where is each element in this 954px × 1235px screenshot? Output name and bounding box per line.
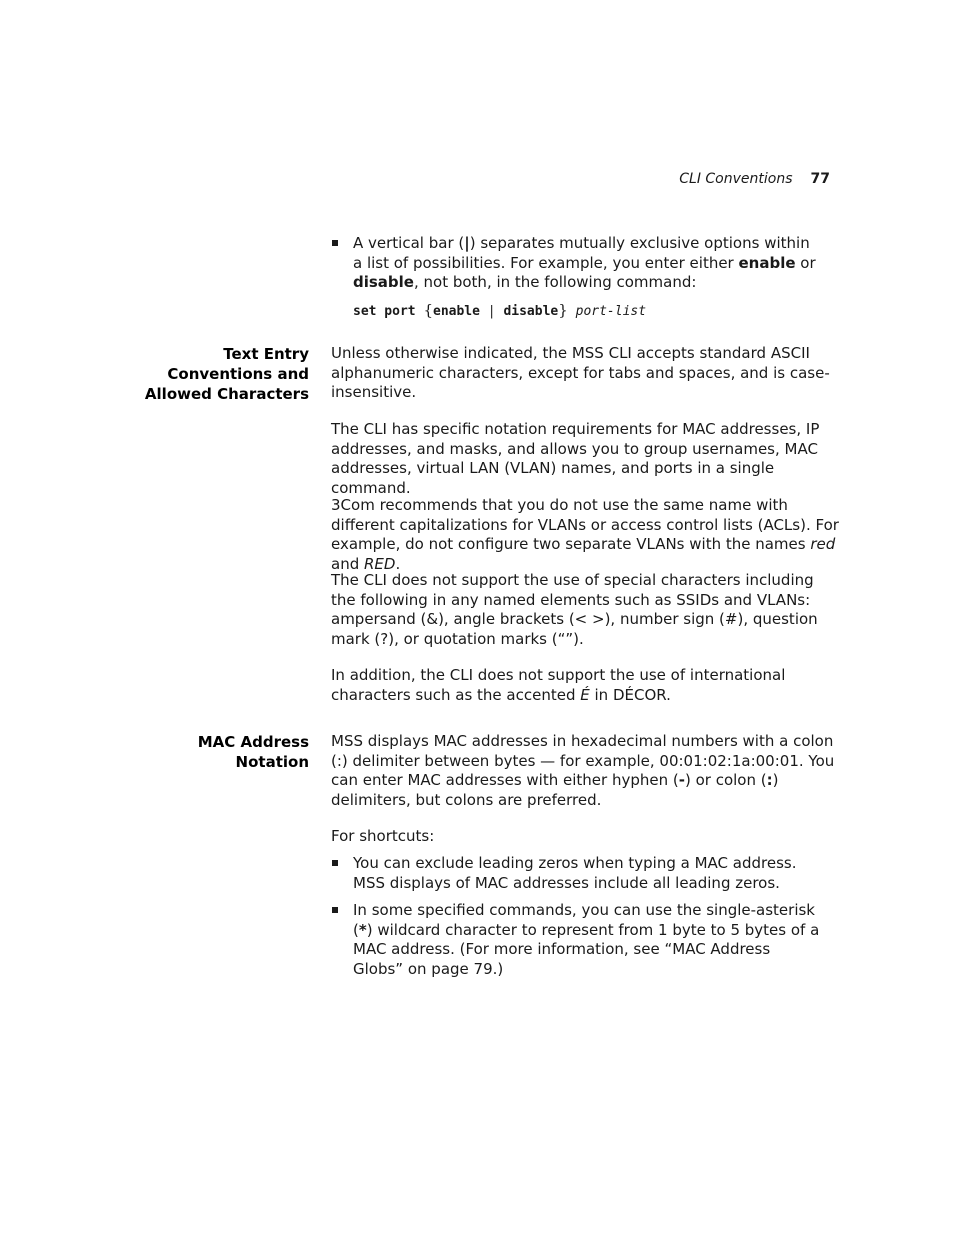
page-number: 77 bbox=[810, 171, 830, 187]
text-fragment: . bbox=[395, 555, 401, 574]
emphasis: RED bbox=[364, 555, 396, 574]
text-fragment: In some specified commands, you can use the single-asterisk ( bbox=[353, 901, 815, 939]
bar-glyph: | bbox=[464, 234, 470, 252]
text-fragment: ) separates mutually exclusive options within a list of possibilities. For example, you enter either bbox=[353, 234, 810, 272]
text-fragment: in DÉCOR. bbox=[589, 685, 671, 704]
keyword-disable: disable bbox=[353, 273, 414, 292]
command-example bbox=[353, 301, 646, 319]
text-fragment: or bbox=[795, 253, 816, 272]
header-section-title: CLI Conventions bbox=[679, 171, 793, 187]
heading-line: Allowed Characters bbox=[144, 385, 309, 403]
paragraph bbox=[331, 496, 841, 575]
bullet-wildcard bbox=[331, 901, 821, 980]
heading-line: Notation bbox=[235, 753, 309, 771]
running-header bbox=[620, 171, 830, 187]
text-fragment: 3Com recommends that you do not use the same name with different capitalizations for VLANs or access control lists (ACLs). For example, do not configure two separate VLANs with the names bbox=[331, 496, 839, 554]
text-fragment: MSS displays MAC addresses in hexadecimal numbers with a colon (:) delimiter between bytes — for example, 00:01:02:1a:00:01. You can enter MAC addresses with either hyphen ( bbox=[331, 732, 835, 790]
text-fragment: , not both, in the following command: bbox=[413, 273, 697, 292]
command-name: set port bbox=[353, 304, 416, 319]
option-disable: disable bbox=[503, 304, 559, 319]
heading-line: Text Entry bbox=[223, 345, 309, 363]
paragraph: Unless otherwise indicated, the MSS CLI accepts standard ASCII alphanumeric characters, except for tabs and spaces, and is case-insensitive. bbox=[331, 344, 830, 402]
brace-close: } bbox=[558, 301, 568, 319]
text-fragment: ) wildcard character to represent from 1 byte to 5 bytes of a MAC address. (For more information, see “MAC Address Globs” on page 79.) bbox=[353, 920, 820, 979]
section-heading-text-entry bbox=[120, 344, 309, 404]
paragraph: The CLI has specific notation requirements for MAC addresses, IP addresses, and masks, and allows you to group usernames, MAC addresses, virtual LAN (VLAN) names, and ports in a single command. bbox=[331, 420, 820, 498]
text-fragment: In addition, the CLI does not support the use of international characters such as the accented bbox=[331, 666, 786, 704]
text-fragment: A vertical bar ( bbox=[353, 234, 465, 252]
option-separator: | bbox=[487, 304, 496, 319]
bullet-square-icon bbox=[332, 907, 338, 913]
bullet-leading-zeros bbox=[331, 854, 821, 893]
paragraph bbox=[331, 666, 841, 705]
text-fragment: ) delimiters, but colons are preferred. bbox=[331, 771, 779, 810]
keyword-enable: enable bbox=[738, 253, 796, 272]
bullet-vertical-bar bbox=[331, 234, 821, 293]
bullet-square-icon bbox=[332, 240, 338, 246]
asterisk-glyph: * bbox=[358, 920, 367, 939]
heading-line: Conventions and bbox=[167, 365, 309, 383]
brace-open: { bbox=[423, 301, 433, 319]
hyphen-glyph: - bbox=[678, 771, 685, 790]
heading-line: MAC Address bbox=[197, 733, 309, 751]
paragraph bbox=[331, 732, 841, 811]
bullet-square-icon bbox=[332, 860, 338, 866]
paragraph: The CLI does not support the use of special characters including the following in any named elements such as SSIDs and VLANs: ampersand (&), angle brackets (< >), number sign (#), question mark (?), or quotation marks (“”). bbox=[331, 571, 818, 649]
text-fragment: and bbox=[331, 555, 364, 574]
colon-glyph: : bbox=[766, 771, 773, 790]
text-fragment: You can exclude leading zeros when typing a MAC address. MSS displays of MAC addresses include all leading zeros. bbox=[353, 854, 797, 892]
emphasis: É bbox=[580, 685, 590, 704]
option-enable: enable bbox=[433, 304, 480, 319]
text-fragment: ) or colon ( bbox=[684, 771, 767, 790]
emphasis: red bbox=[810, 535, 836, 554]
argument-port-list: port-list bbox=[575, 304, 647, 319]
paragraph: For shortcuts: bbox=[331, 827, 435, 845]
section-heading-mac-address bbox=[120, 732, 309, 772]
